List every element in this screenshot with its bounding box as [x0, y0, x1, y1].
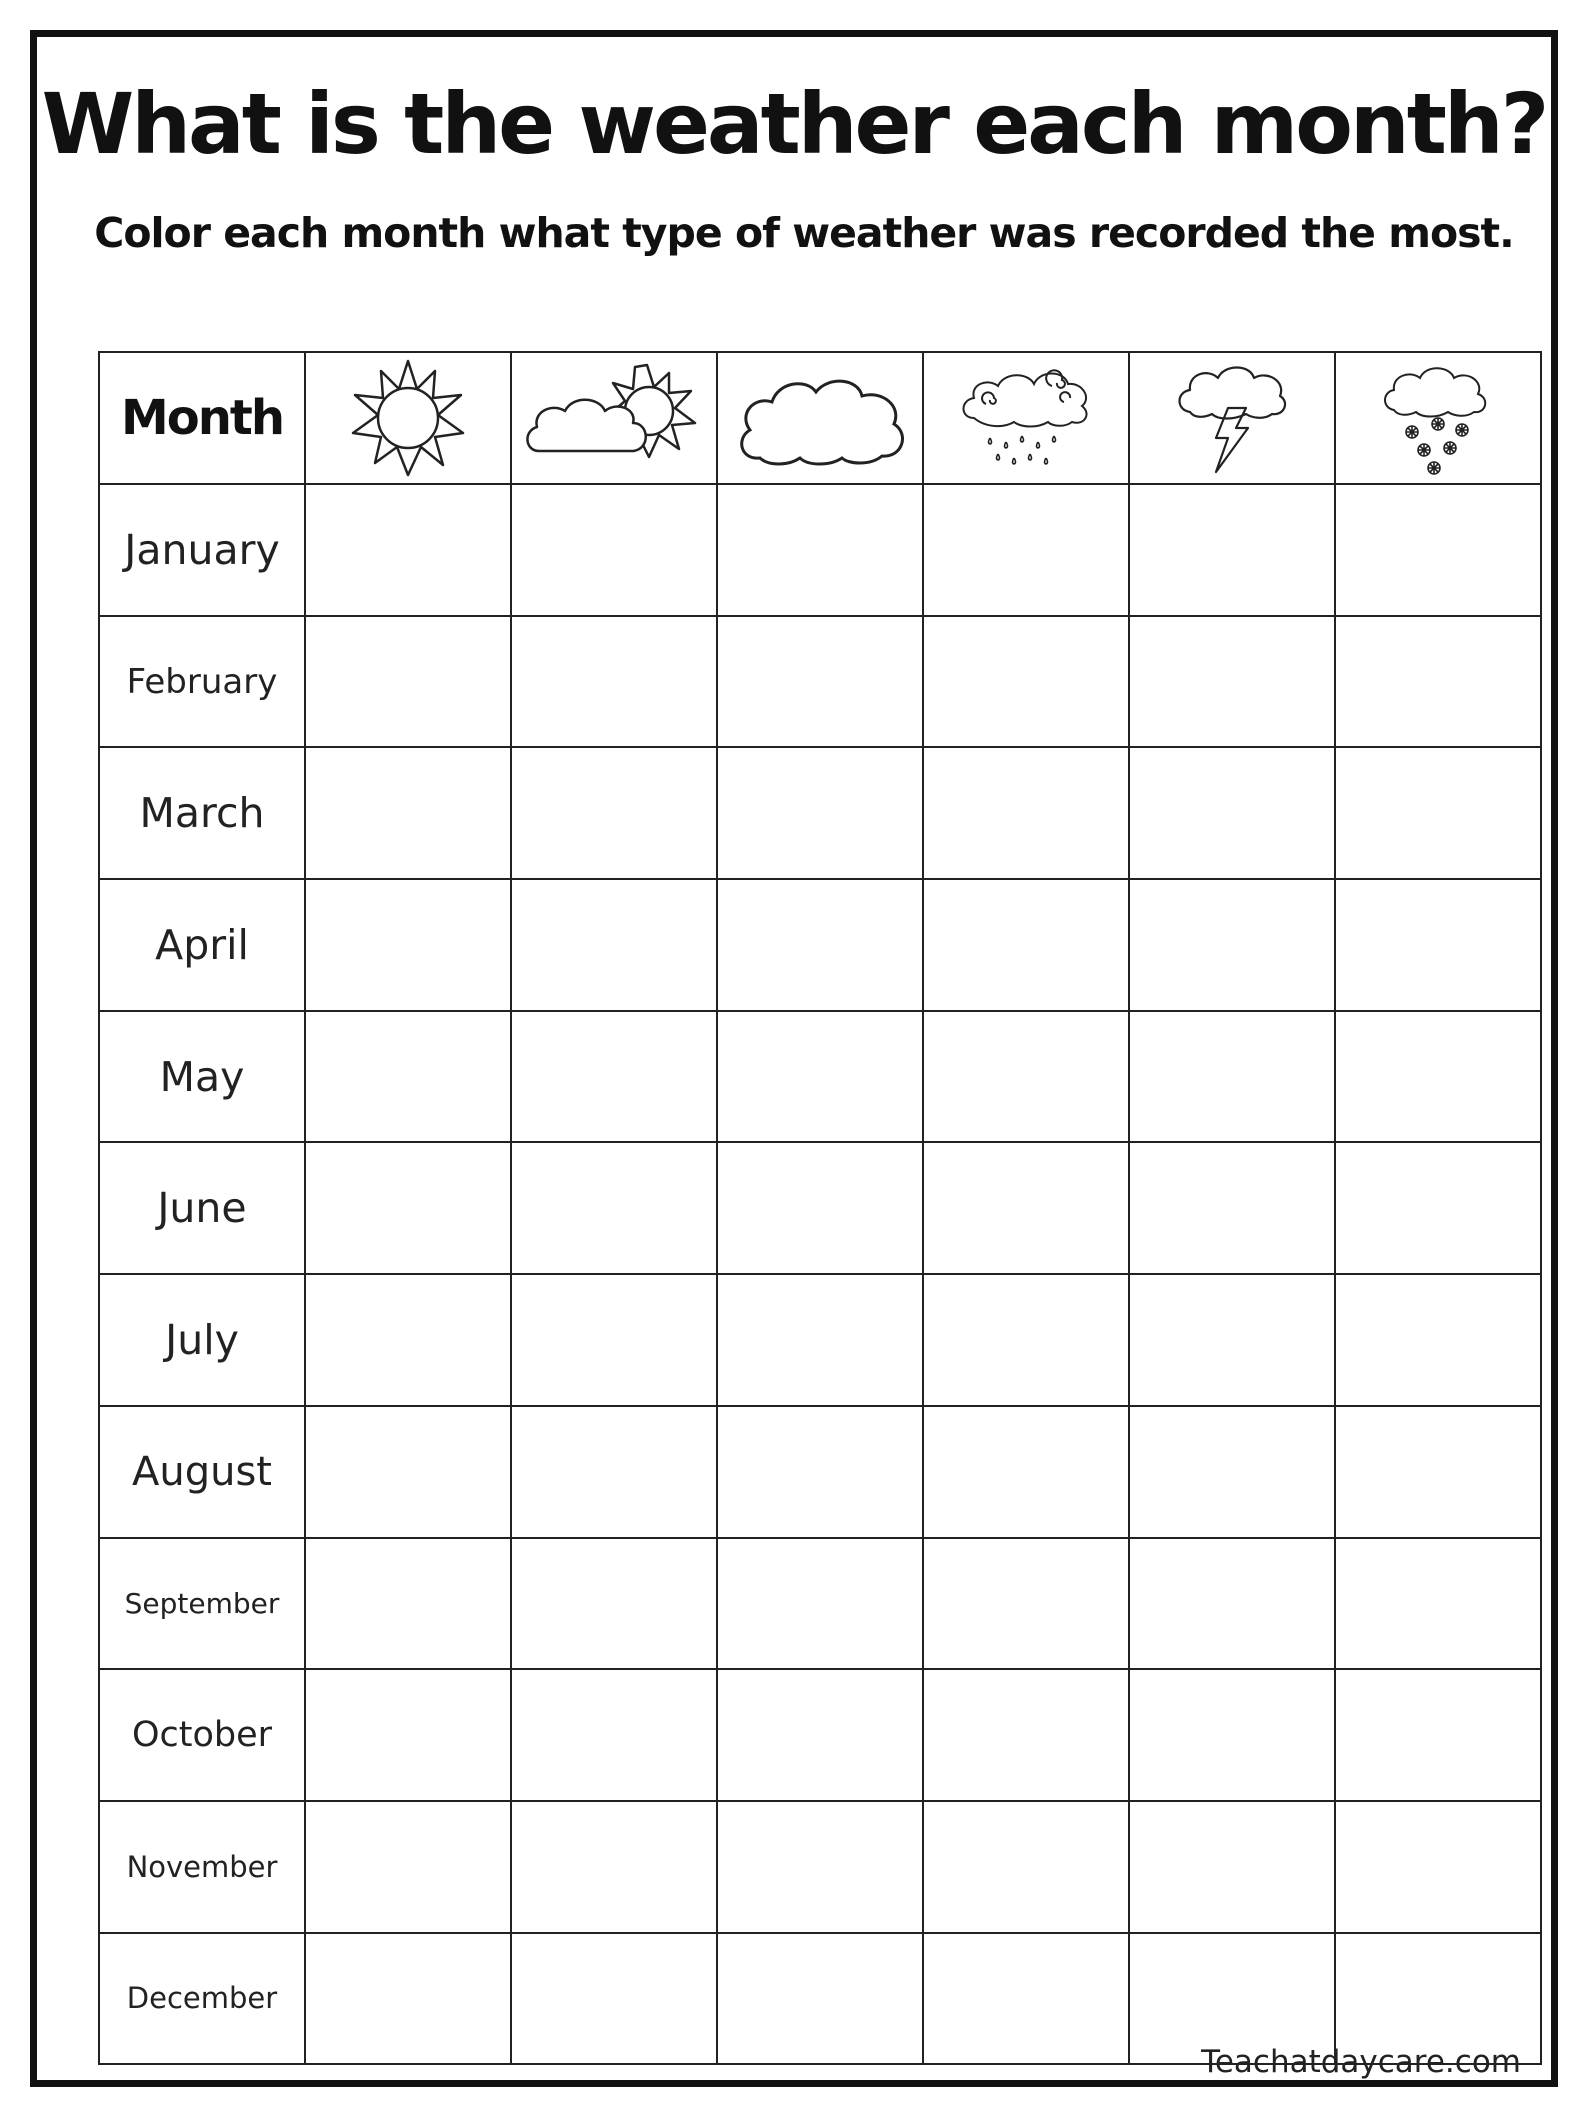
- weather-cell[interactable]: [305, 879, 511, 1011]
- weather-cell[interactable]: [1129, 484, 1335, 616]
- month-column-header: Month: [99, 352, 305, 484]
- cloud-column-header: [717, 352, 923, 484]
- weather-cell[interactable]: [305, 1142, 511, 1274]
- weather-cell[interactable]: [305, 484, 511, 616]
- weather-cell[interactable]: [717, 484, 923, 616]
- weather-cell[interactable]: [717, 1011, 923, 1143]
- table-row: [99, 1274, 1541, 1406]
- weather-cell[interactable]: [923, 1933, 1129, 2065]
- weather-cell[interactable]: [717, 616, 923, 748]
- weather-cell[interactable]: [923, 1011, 1129, 1143]
- weather-cell[interactable]: [717, 1933, 923, 2065]
- partly-cloudy-column-header: [511, 352, 717, 484]
- table-row: [99, 747, 1541, 879]
- worksheet-title: What is the weather each month?: [41, 75, 1547, 173]
- weather-cell[interactable]: [305, 1933, 511, 2065]
- weather-cell[interactable]: [923, 1669, 1129, 1801]
- weather-table: [98, 351, 1542, 2065]
- weather-cell[interactable]: [1335, 1538, 1541, 1670]
- weather-cell[interactable]: [717, 1142, 923, 1274]
- table-row: [99, 1142, 1541, 1274]
- weather-cell[interactable]: [305, 1406, 511, 1538]
- weather-cell[interactable]: [511, 1274, 717, 1406]
- table-row: [99, 1011, 1541, 1143]
- weather-cell[interactable]: [1335, 1801, 1541, 1933]
- weather-cell[interactable]: [305, 1011, 511, 1143]
- table-row: [99, 1669, 1541, 1801]
- weather-cell[interactable]: [923, 1538, 1129, 1670]
- weather-cell[interactable]: [305, 1538, 511, 1670]
- weather-cell[interactable]: [1129, 1011, 1335, 1143]
- weather-cell[interactable]: [511, 879, 717, 1011]
- weather-cell[interactable]: [717, 747, 923, 879]
- table-row: [99, 1538, 1541, 1670]
- weather-cell[interactable]: [305, 747, 511, 879]
- snow-column-header: [1335, 352, 1541, 484]
- weather-cell[interactable]: [1129, 1801, 1335, 1933]
- month-label: September: [99, 1538, 305, 1670]
- weather-cell[interactable]: [717, 1669, 923, 1801]
- weather-cell[interactable]: [923, 879, 1129, 1011]
- month-label: December: [99, 1933, 305, 2065]
- partly-cloudy-icon: [519, 353, 709, 483]
- weather-cell[interactable]: [511, 1011, 717, 1143]
- table-row: [99, 879, 1541, 1011]
- weather-cell[interactable]: [923, 1142, 1129, 1274]
- weather-cell[interactable]: [511, 1933, 717, 2065]
- table-row: [99, 1801, 1541, 1933]
- weather-cell[interactable]: [511, 1142, 717, 1274]
- weather-cell[interactable]: [1129, 616, 1335, 748]
- weather-cell[interactable]: [923, 1274, 1129, 1406]
- month-label: October: [99, 1669, 305, 1801]
- month-label: May: [99, 1011, 305, 1143]
- month-label: July: [99, 1274, 305, 1406]
- weather-cell[interactable]: [717, 1801, 923, 1933]
- month-label: February: [99, 616, 305, 748]
- weather-cell[interactable]: [1129, 1142, 1335, 1274]
- weather-cell[interactable]: [923, 484, 1129, 616]
- rain-cloud-icon: [956, 358, 1096, 478]
- weather-cell[interactable]: [1335, 1274, 1541, 1406]
- thunderstorm-column-header: [1129, 352, 1335, 484]
- month-label: November: [99, 1801, 305, 1933]
- rain-column-header: [923, 352, 1129, 484]
- weather-cell[interactable]: [1129, 879, 1335, 1011]
- weather-cell[interactable]: [511, 484, 717, 616]
- weather-cell[interactable]: [305, 616, 511, 748]
- table-row: [99, 484, 1541, 616]
- weather-cell[interactable]: [923, 1801, 1129, 1933]
- weather-cell[interactable]: [1335, 1142, 1541, 1274]
- cloud-icon: [730, 358, 910, 478]
- month-label: April: [99, 879, 305, 1011]
- weather-cell[interactable]: [305, 1274, 511, 1406]
- worksheet-instructions: Color each month what type of weather was recorded the most.: [94, 209, 1514, 257]
- weather-cell[interactable]: [511, 616, 717, 748]
- weather-cell[interactable]: [1335, 879, 1541, 1011]
- weather-cell[interactable]: [1335, 1669, 1541, 1801]
- weather-cell[interactable]: [717, 1538, 923, 1670]
- month-label: August: [99, 1406, 305, 1538]
- weather-cell[interactable]: [717, 879, 923, 1011]
- weather-cell[interactable]: [717, 1406, 923, 1538]
- month-label: January: [99, 484, 305, 616]
- month-label: March: [99, 747, 305, 879]
- table-row: [99, 616, 1541, 748]
- snow-cloud-icon: [1378, 356, 1498, 481]
- weather-cell[interactable]: [1335, 616, 1541, 748]
- weather-cell[interactable]: [923, 616, 1129, 748]
- sun-column-header: [305, 352, 511, 484]
- weather-cell[interactable]: [305, 1801, 511, 1933]
- weather-cell[interactable]: [511, 1538, 717, 1670]
- weather-cell[interactable]: [305, 1669, 511, 1801]
- weather-cell[interactable]: [1129, 1538, 1335, 1670]
- footer-credit: Teachatdaycare.com: [1201, 2044, 1521, 2080]
- weather-cell[interactable]: [511, 1669, 717, 1801]
- weather-cell[interactable]: [1129, 1274, 1335, 1406]
- weather-cell[interactable]: [1335, 1011, 1541, 1143]
- sun-icon: [343, 353, 473, 483]
- weather-cell[interactable]: [1129, 1669, 1335, 1801]
- weather-cell[interactable]: [1335, 484, 1541, 616]
- weather-cell[interactable]: [1129, 747, 1335, 879]
- table-header-row: [99, 352, 1541, 484]
- weather-cell[interactable]: [923, 1406, 1129, 1538]
- weather-cell[interactable]: [511, 1406, 717, 1538]
- worksheet-page: [30, 30, 1558, 2087]
- weather-cell[interactable]: [511, 1801, 717, 1933]
- weather-cell[interactable]: [1335, 747, 1541, 879]
- weather-cell[interactable]: [717, 1274, 923, 1406]
- weather-cell[interactable]: [511, 747, 717, 879]
- weather-cell[interactable]: [1335, 1406, 1541, 1538]
- table-row: [99, 1406, 1541, 1538]
- month-label: June: [99, 1142, 305, 1274]
- weather-cell[interactable]: [923, 747, 1129, 879]
- weather-cell[interactable]: [1129, 1406, 1335, 1538]
- thunderstorm-icon: [1172, 356, 1292, 481]
